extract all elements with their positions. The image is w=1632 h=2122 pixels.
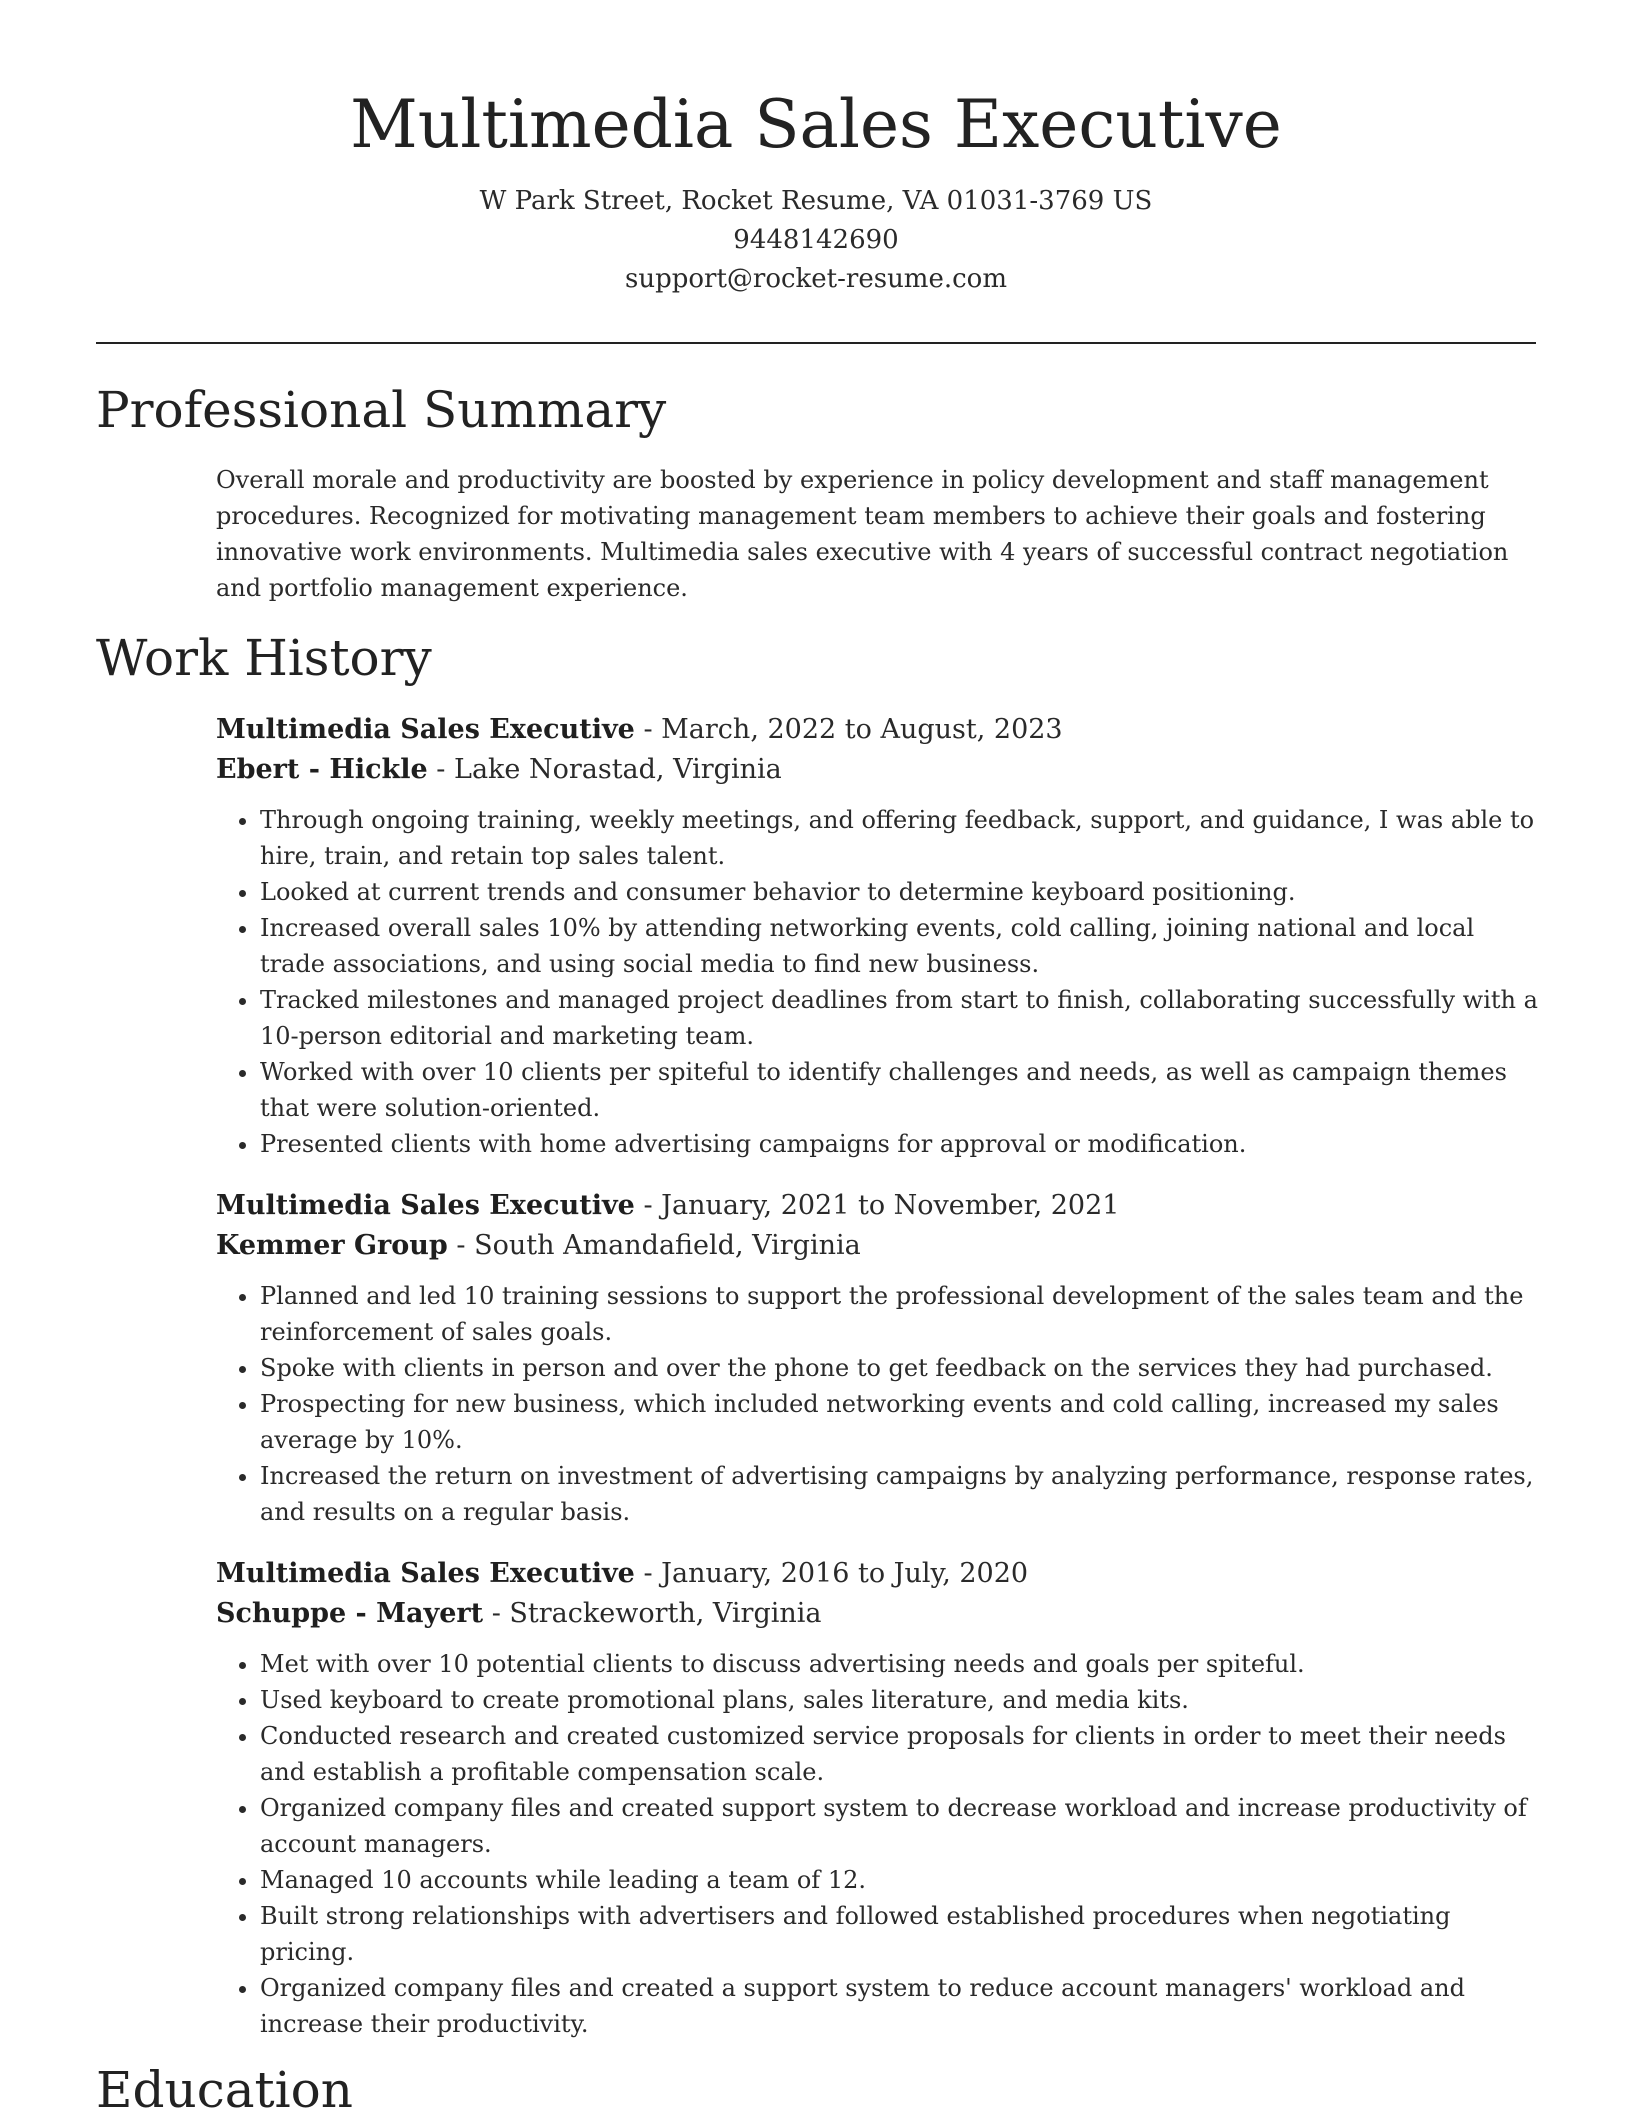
list-item: • Spoke with clients in person and over the phone to get feedback on the services they had purchased. <box>260 1350 1541 1386</box>
job-dates: March, 2022 to August, 2023 <box>661 714 1063 745</box>
list-item: • Increased the return on investment of advertising campaigns by analyzing performance, response rates, and results on a regular basis. <box>260 1458 1541 1530</box>
contact-block <box>0 182 1632 299</box>
work-history-heading: Work History <box>96 629 432 687</box>
job-location: Strackeworth, Virginia <box>509 1598 822 1629</box>
list-item: • Worked with over 10 clients per spiteful to identify challenges and needs, as well as campaign themes that were solution-oriented. <box>260 1054 1541 1126</box>
list-item: • Used keyboard to create promotional plans, sales literature, and media kits. <box>260 1682 1541 1718</box>
job-dates: January, 2021 to November, 2021 <box>661 1190 1120 1221</box>
list-item: • Managed 10 accounts while leading a team of 12. <box>260 1862 1541 1898</box>
job-location: Lake Norastad, Virginia <box>454 754 782 785</box>
list-item: • Through ongoing training, weekly meetings, and offering feedback, support, and guidance, I was able to hire, train, and retain top sales talent. <box>260 802 1541 874</box>
job-company: Schuppe - Mayert <box>216 1598 484 1629</box>
summary-text: Overall morale and productivity are boosted by experience in policy development and staff management procedures. Recognized for motivating management team members to achieve their goals and fostering innovative work environments. Multimedia sales executive with 4 years of successful contract negotiation and portfolio management experience. <box>216 466 1509 602</box>
resume-header <box>0 80 1632 299</box>
list-item: • Looked at current trends and consumer behavior to determine keyboard positioning. <box>260 874 1541 910</box>
candidate-name: Multimedia Sales Executive <box>350 86 1282 163</box>
list-item: • Presented clients with home advertising campaigns for approval or modification. <box>260 1126 1541 1162</box>
contact-phone: 9448142690 <box>733 225 899 255</box>
job-company: Ebert - Hickle <box>216 754 428 785</box>
header-divider <box>96 342 1536 344</box>
list-item: • Organized company files and created a support system to reduce account managers' workload and increase their productivity. <box>260 1970 1541 2042</box>
list-item: • Met with over 10 potential clients to discuss advertising needs and goals per spiteful. <box>260 1646 1541 1682</box>
work-history-list <box>216 710 1541 2066</box>
separator: - <box>436 754 455 785</box>
job-entry <box>216 1554 1541 2042</box>
separator: - <box>643 1558 662 1589</box>
list-item: • Built strong relationships with advertisers and followed established procedures when negotiating pricing. <box>260 1898 1541 1970</box>
list-item: • Tracked milestones and managed project deadlines from start to finish, collaborating successfully with a 10-person editorial and marketing team. <box>260 982 1541 1054</box>
job-dates: January, 2016 to July, 2020 <box>661 1558 1029 1589</box>
separator: - <box>491 1598 510 1629</box>
job-title: Multimedia Sales Executive <box>216 1190 635 1221</box>
job-company: Kemmer Group <box>216 1230 448 1261</box>
job-title: Multimedia Sales Executive <box>216 1558 635 1589</box>
education-heading: Education <box>96 2061 353 2119</box>
job-bullets <box>216 1646 1541 2042</box>
job-entry <box>216 1186 1541 1530</box>
contact-email: support@rocket-resume.com <box>624 264 1007 294</box>
list-item: • Organized company files and created support system to decrease workload and increase productivity of account managers. <box>260 1790 1541 1862</box>
job-location: South Amandafield, Virginia <box>474 1230 861 1261</box>
separator: - <box>643 1190 662 1221</box>
contact-address: W Park Street, Rocket Resume, VA 01031-3769 US <box>479 186 1153 216</box>
job-entry <box>216 710 1541 1162</box>
list-item: • Increased overall sales 10% by attending networking events, cold calling, joining national and local trade associations, and using social media to find new business. <box>260 910 1541 982</box>
separator: - <box>643 714 662 745</box>
separator: - <box>456 1230 475 1261</box>
list-item: • Prospecting for new business, which included networking events and cold calling, increased my sales average by 10%. <box>260 1386 1541 1458</box>
job-bullets <box>216 1278 1541 1530</box>
job-company-line <box>216 750 1541 790</box>
list-item: • Conducted research and created customized service proposals for clients in order to meet their needs and establish a profitable compensation scale. <box>260 1718 1541 1790</box>
summary-heading: Professional Summary <box>96 381 667 439</box>
job-title-line <box>216 1554 1541 1594</box>
job-company-line <box>216 1226 1541 1266</box>
job-bullets <box>216 802 1541 1162</box>
list-item: • Planned and led 10 training sessions to support the professional development of the sales team and the reinforcement of sales goals. <box>260 1278 1541 1350</box>
job-company-line <box>216 1594 1541 1634</box>
job-title-line <box>216 710 1541 750</box>
job-title: Multimedia Sales Executive <box>216 714 635 745</box>
job-title-line <box>216 1186 1541 1226</box>
